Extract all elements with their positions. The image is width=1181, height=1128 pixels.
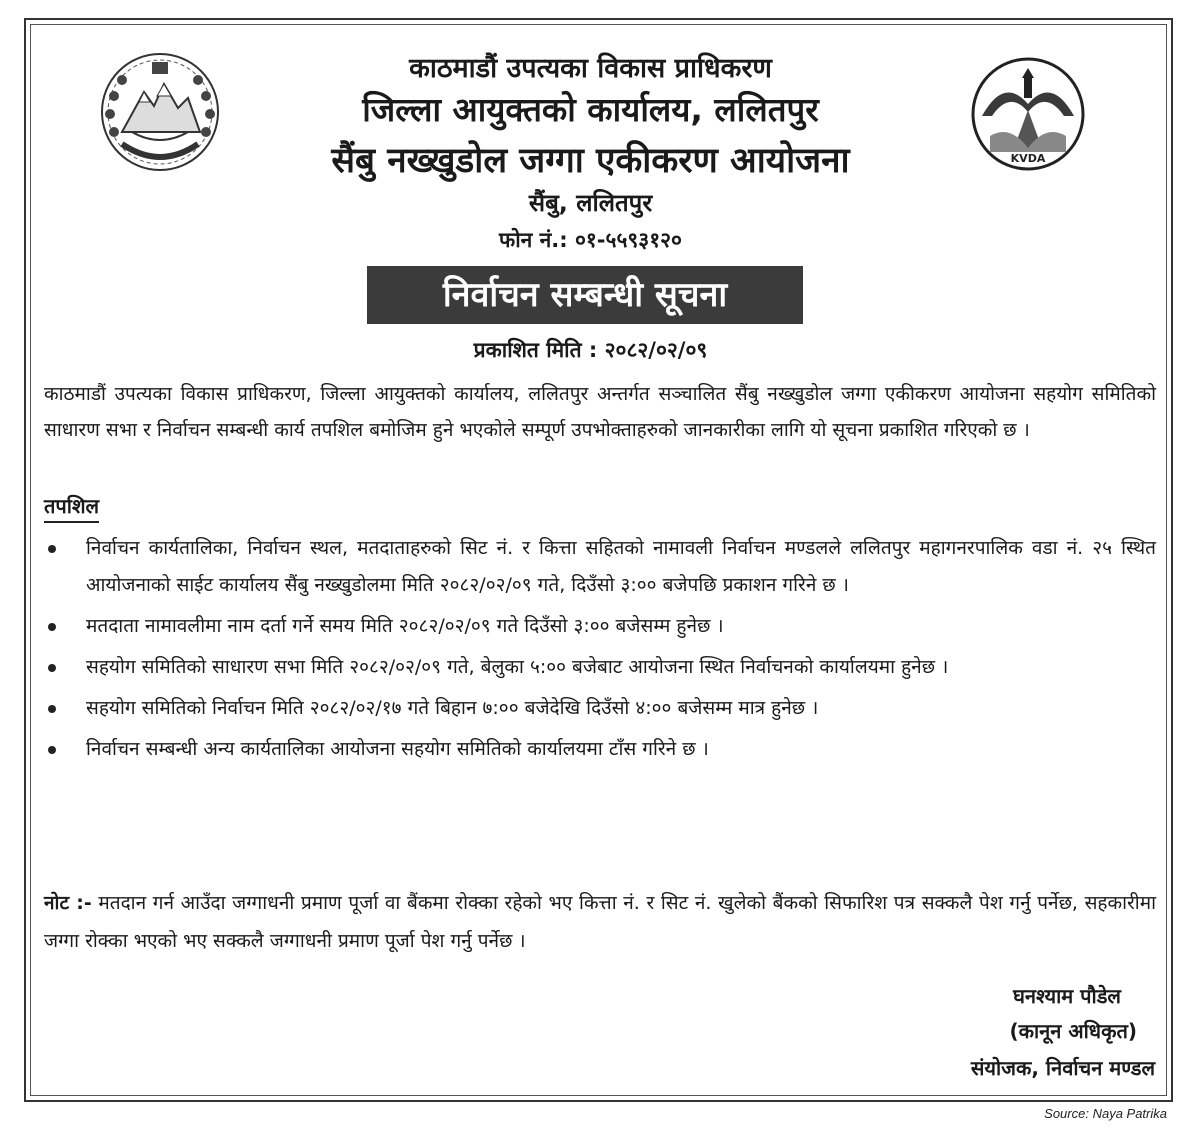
list-item-text: निर्वाचन कार्यतालिका, निर्वाचन स्थल, मतदाताहरुको सिट नं. र कित्ता सहितको नामावली निर्वाचन मण्डलले ललितपुर महागनरपालिक वडा नं. २५ स्थित आयोजनाको साईट कार्यालय सैंबु नख्खुडोलमा मिति २०८२/०२/०९ गते, दिउँसो ३:०० बजेपछि प्रकाशन गरिने छ । (86, 537, 1156, 596)
org-name: काठमाडौं उपत्यका विकास प्राधिकरण (409, 53, 772, 84)
list-item (44, 608, 1156, 645)
list-item-text: सहयोग समितिको साधारण सभा मिति २०८२/०२/०९ गते, बेलुका ५:०० बजेबाट आयोजना स्थित निर्वाचनको कार्यालयमा हुनेछ । (86, 656, 949, 678)
intro-paragraph: काठमाडौं उपत्यका विकास प्राधिकरण, जिल्ला आयुक्तको कार्यालय, ललितपुर अन्तर्गत सञ्चालित सैंबु नख्खुडोल जग्गा एकीकरण आयोजना सहयोग समितिको साधारण सभा र निर्वाचन सम्बन्धी कार्य तपशिल बमोजिम हुने भएकोले सम्पूर्ण उपभोक्ताहरुको जानकारीका लागि यो सूचना प्रकाशित गरिएको छ । (44, 383, 1156, 441)
list-item (44, 690, 1156, 727)
bullet-icon (48, 746, 56, 754)
list-item (44, 530, 1156, 604)
office-name: जिल्ला आयुक्तको कार्यालय, ललितपुर (362, 90, 819, 129)
phone-number: फोन नं.: ०१-५५९३१२० (499, 228, 682, 252)
source-credit: Source: Naya Patrika (1044, 1106, 1167, 1121)
list-item-text: सहयोग समितिको निर्वाचन मिति २०८२/०२/१७ गते बिहान ७:०० बजेदेखि दिउँसो ४:०० बजेसम्म मात्र हुनेछ । (86, 697, 819, 719)
list-item-text: निर्वाचन सम्बन्धी अन्य कार्यतालिका आयोजना सहयोग समितिको कार्यालयमा टाँस गरिने छ । (86, 738, 709, 760)
list-item (44, 731, 1156, 768)
bullet-icon (48, 664, 56, 672)
signatory-title: (कानून अधिकृत) (1009, 1019, 1137, 1043)
signatory-name: घनश्याम पौडेल (1013, 984, 1121, 1008)
note-paragraph (44, 884, 1156, 960)
project-location: सैंबु, ललितपुर (528, 189, 653, 217)
published-date: प्रकाशित मिति : २०८२/०२/०९ (473, 338, 708, 362)
project-name: सैंबु नख्खुडोल जग्गा एकीकरण आयोजना (331, 141, 850, 181)
list-item (44, 649, 1156, 686)
note-label: नोट :- (44, 892, 92, 914)
signatory-role: संयोजक, निर्वाचन मण्डल (970, 1056, 1155, 1080)
kvda-logo-text: KVDA (1010, 152, 1046, 165)
details-heading: तपशिल (44, 492, 99, 523)
details-list (44, 530, 1156, 772)
bullet-icon (48, 705, 56, 713)
bullet-icon (48, 623, 56, 631)
bullet-icon (48, 545, 56, 553)
note-text: मतदान गर्न आउँदा जग्गाधनी प्रमाण पूर्जा वा बैंकमा रोक्का रहेको भए कित्ता नं. र सिट नं. खुलेको बैंकको सिफारिश पत्र सक्कलै पेश गर्नु पर्नेछ, सहकारीमा जग्गा रोक्का भएको भए सक्कलै जग्गाधनी प्रमाण पूर्जा पेश गर्नु पर्नेछ । (44, 892, 1156, 952)
list-item-text: मतदाता नामावलीमा नाम दर्ता गर्ने समय मिति २०८२/०२/०९ गते दिउँसो ३:०० बजेसम्म हुनेछ । (86, 615, 724, 637)
notice-title: निर्वाचन सम्बन्धी सूचना (367, 266, 803, 324)
